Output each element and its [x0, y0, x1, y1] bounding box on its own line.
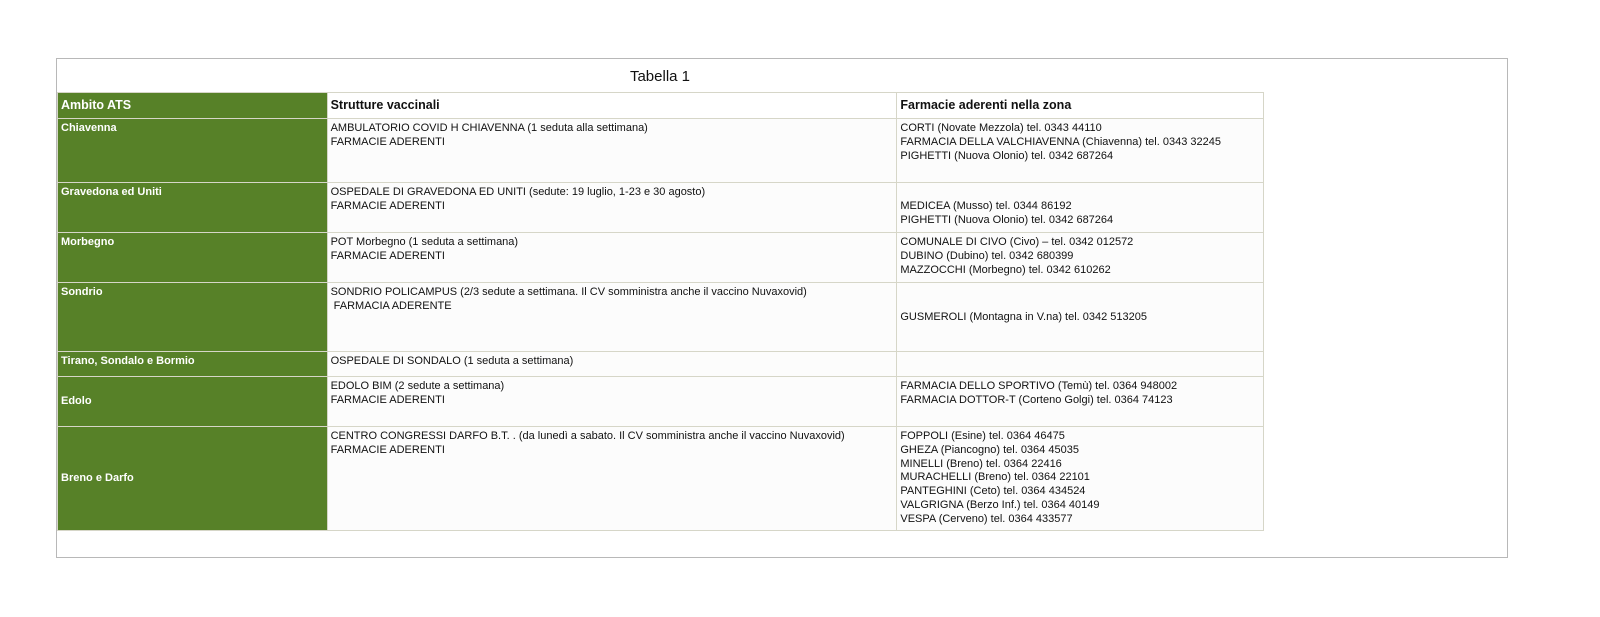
- cell-strutture: [327, 233, 897, 283]
- farmacia-line: GHEZA (Piancogno) tel. 0364 45035: [900, 443, 1079, 456]
- farmacia-line: FARMACIA DELLA VALCHIAVENNA (Chiavenna) tel. 0343 32245: [900, 135, 1221, 148]
- cell-farmacie: [897, 233, 1264, 283]
- table-row: [58, 352, 1264, 377]
- table-row: [58, 233, 1264, 283]
- strutture-line: FARMACIA ADERENTE: [330, 299, 452, 312]
- cell-strutture: [327, 119, 897, 183]
- cell-farmacie: [897, 183, 1264, 233]
- farmacia-line: GUSMEROLI (Montagna in V.na) tel. 0342 513205: [900, 310, 1148, 323]
- cell-strutture: [327, 183, 897, 233]
- farmacia-line: VALGRIGNA (Berzo Inf.) tel. 0364 40149: [900, 498, 1100, 511]
- header-strutture: Strutture vaccinali: [327, 93, 897, 119]
- cell-ambito: Edolo: [58, 377, 328, 427]
- cell-farmacie: [897, 352, 1264, 377]
- table-row: [58, 377, 1264, 427]
- cell-ambito: Breno e Darfo: [58, 427, 328, 531]
- cell-ambito: Tirano, Sondalo e Bormio: [58, 352, 328, 377]
- header-row: [58, 93, 1264, 119]
- cell-farmacie: [897, 283, 1264, 352]
- strutture-line: OSPEDALE DI GRAVEDONA ED UNITI (sedute: 19 luglio, 1-23 e 30 agosto): [330, 186, 706, 198]
- farmacia-line: FARMACIA DOTTOR-T (Corteno Golgi) tel. 0364 74123: [900, 393, 1173, 406]
- farmacia-line: CORTI (Novate Mezzola) tel. 0343 44110: [900, 122, 1102, 134]
- cell-farmacie: [897, 119, 1264, 183]
- farmacia-line: VESPA (Cerveno) tel. 0364 433577: [900, 512, 1073, 525]
- cell-strutture: [327, 427, 897, 531]
- cell-farmacie: [897, 427, 1264, 531]
- table-row: [58, 119, 1264, 183]
- strutture-line: POT Morbegno (1 seduta a settimana): [330, 236, 519, 248]
- cell-ambito: Gravedona ed Uniti: [58, 183, 328, 233]
- strutture-line: FARMACIE ADERENTI: [330, 249, 445, 262]
- cell-ambito: Morbegno: [58, 233, 328, 283]
- farmacia-line: MAZZOCCHI (Morbegno) tel. 0342 610262: [900, 263, 1111, 276]
- cell-farmacie: [897, 377, 1264, 427]
- strutture-line: AMBULATORIO COVID H CHIAVENNA (1 seduta alla settimana): [330, 122, 648, 134]
- farmacia-line: PIGHETTI (Nuova Olonio) tel. 0342 687264: [900, 213, 1114, 226]
- strutture-line: FARMACIE ADERENTI: [330, 393, 445, 406]
- farmacia-line: DUBINO (Dubino) tel. 0342 680399: [900, 249, 1074, 262]
- farmacia-line: FOPPOLI (Esine) tel. 0364 46475: [900, 430, 1065, 442]
- table-row: [58, 427, 1264, 531]
- header-ambito: Ambito ATS: [58, 93, 328, 119]
- table-title: Tabella 1: [629, 68, 691, 85]
- cell-ambito: Chiavenna: [58, 119, 328, 183]
- header-farmacie: Farmacie aderenti nella zona: [897, 93, 1264, 119]
- strutture-line: EDOLO BIM (2 sedute a settimana): [330, 380, 505, 392]
- farmacia-line: MEDICEA (Musso) tel. 0344 86192: [900, 199, 1072, 212]
- strutture-line: SONDRIO POLICAMPUS (2/3 sedute a settimana. Il CV somministra anche il vaccino Nuvaxovid): [330, 286, 807, 298]
- farmacia-line: MURACHELLI (Breno) tel. 0364 22101: [900, 471, 1090, 484]
- farmacia-line: PIGHETTI (Nuova Olonio) tel. 0342 687264: [900, 149, 1114, 162]
- strutture-line: FARMACIE ADERENTI: [330, 135, 445, 148]
- strutture-line: FARMACIE ADERENTI: [330, 443, 445, 456]
- table-row: [58, 283, 1264, 352]
- table-row: [58, 183, 1264, 233]
- farmacia-line: MINELLI (Breno) tel. 0364 22416: [900, 457, 1062, 470]
- strutture-line: CENTRO CONGRESSI DARFO B.T. . (da lunedì a sabato. Il CV somministra anche il vaccino Nuvaxovid): [330, 430, 845, 442]
- vaccination-table: [57, 92, 1264, 531]
- strutture-line: FARMACIE ADERENTI: [330, 199, 445, 212]
- cell-strutture: [327, 377, 897, 427]
- farmacia-line: FARMACIA DELLO SPORTIVO (Temù) tel. 0364 948002: [900, 380, 1178, 392]
- farmacia-line: PANTEGHINI (Ceto) tel. 0364 434524: [900, 485, 1086, 498]
- farmacia-line: COMUNALE DI CIVO (Civo) – tel. 0342 012572: [900, 236, 1134, 248]
- cell-strutture: [327, 283, 897, 352]
- cell-ambito: Sondrio: [58, 283, 328, 352]
- cell-strutture: [327, 352, 897, 377]
- strutture-line: OSPEDALE DI SONDALO (1 seduta a settimana): [330, 355, 574, 367]
